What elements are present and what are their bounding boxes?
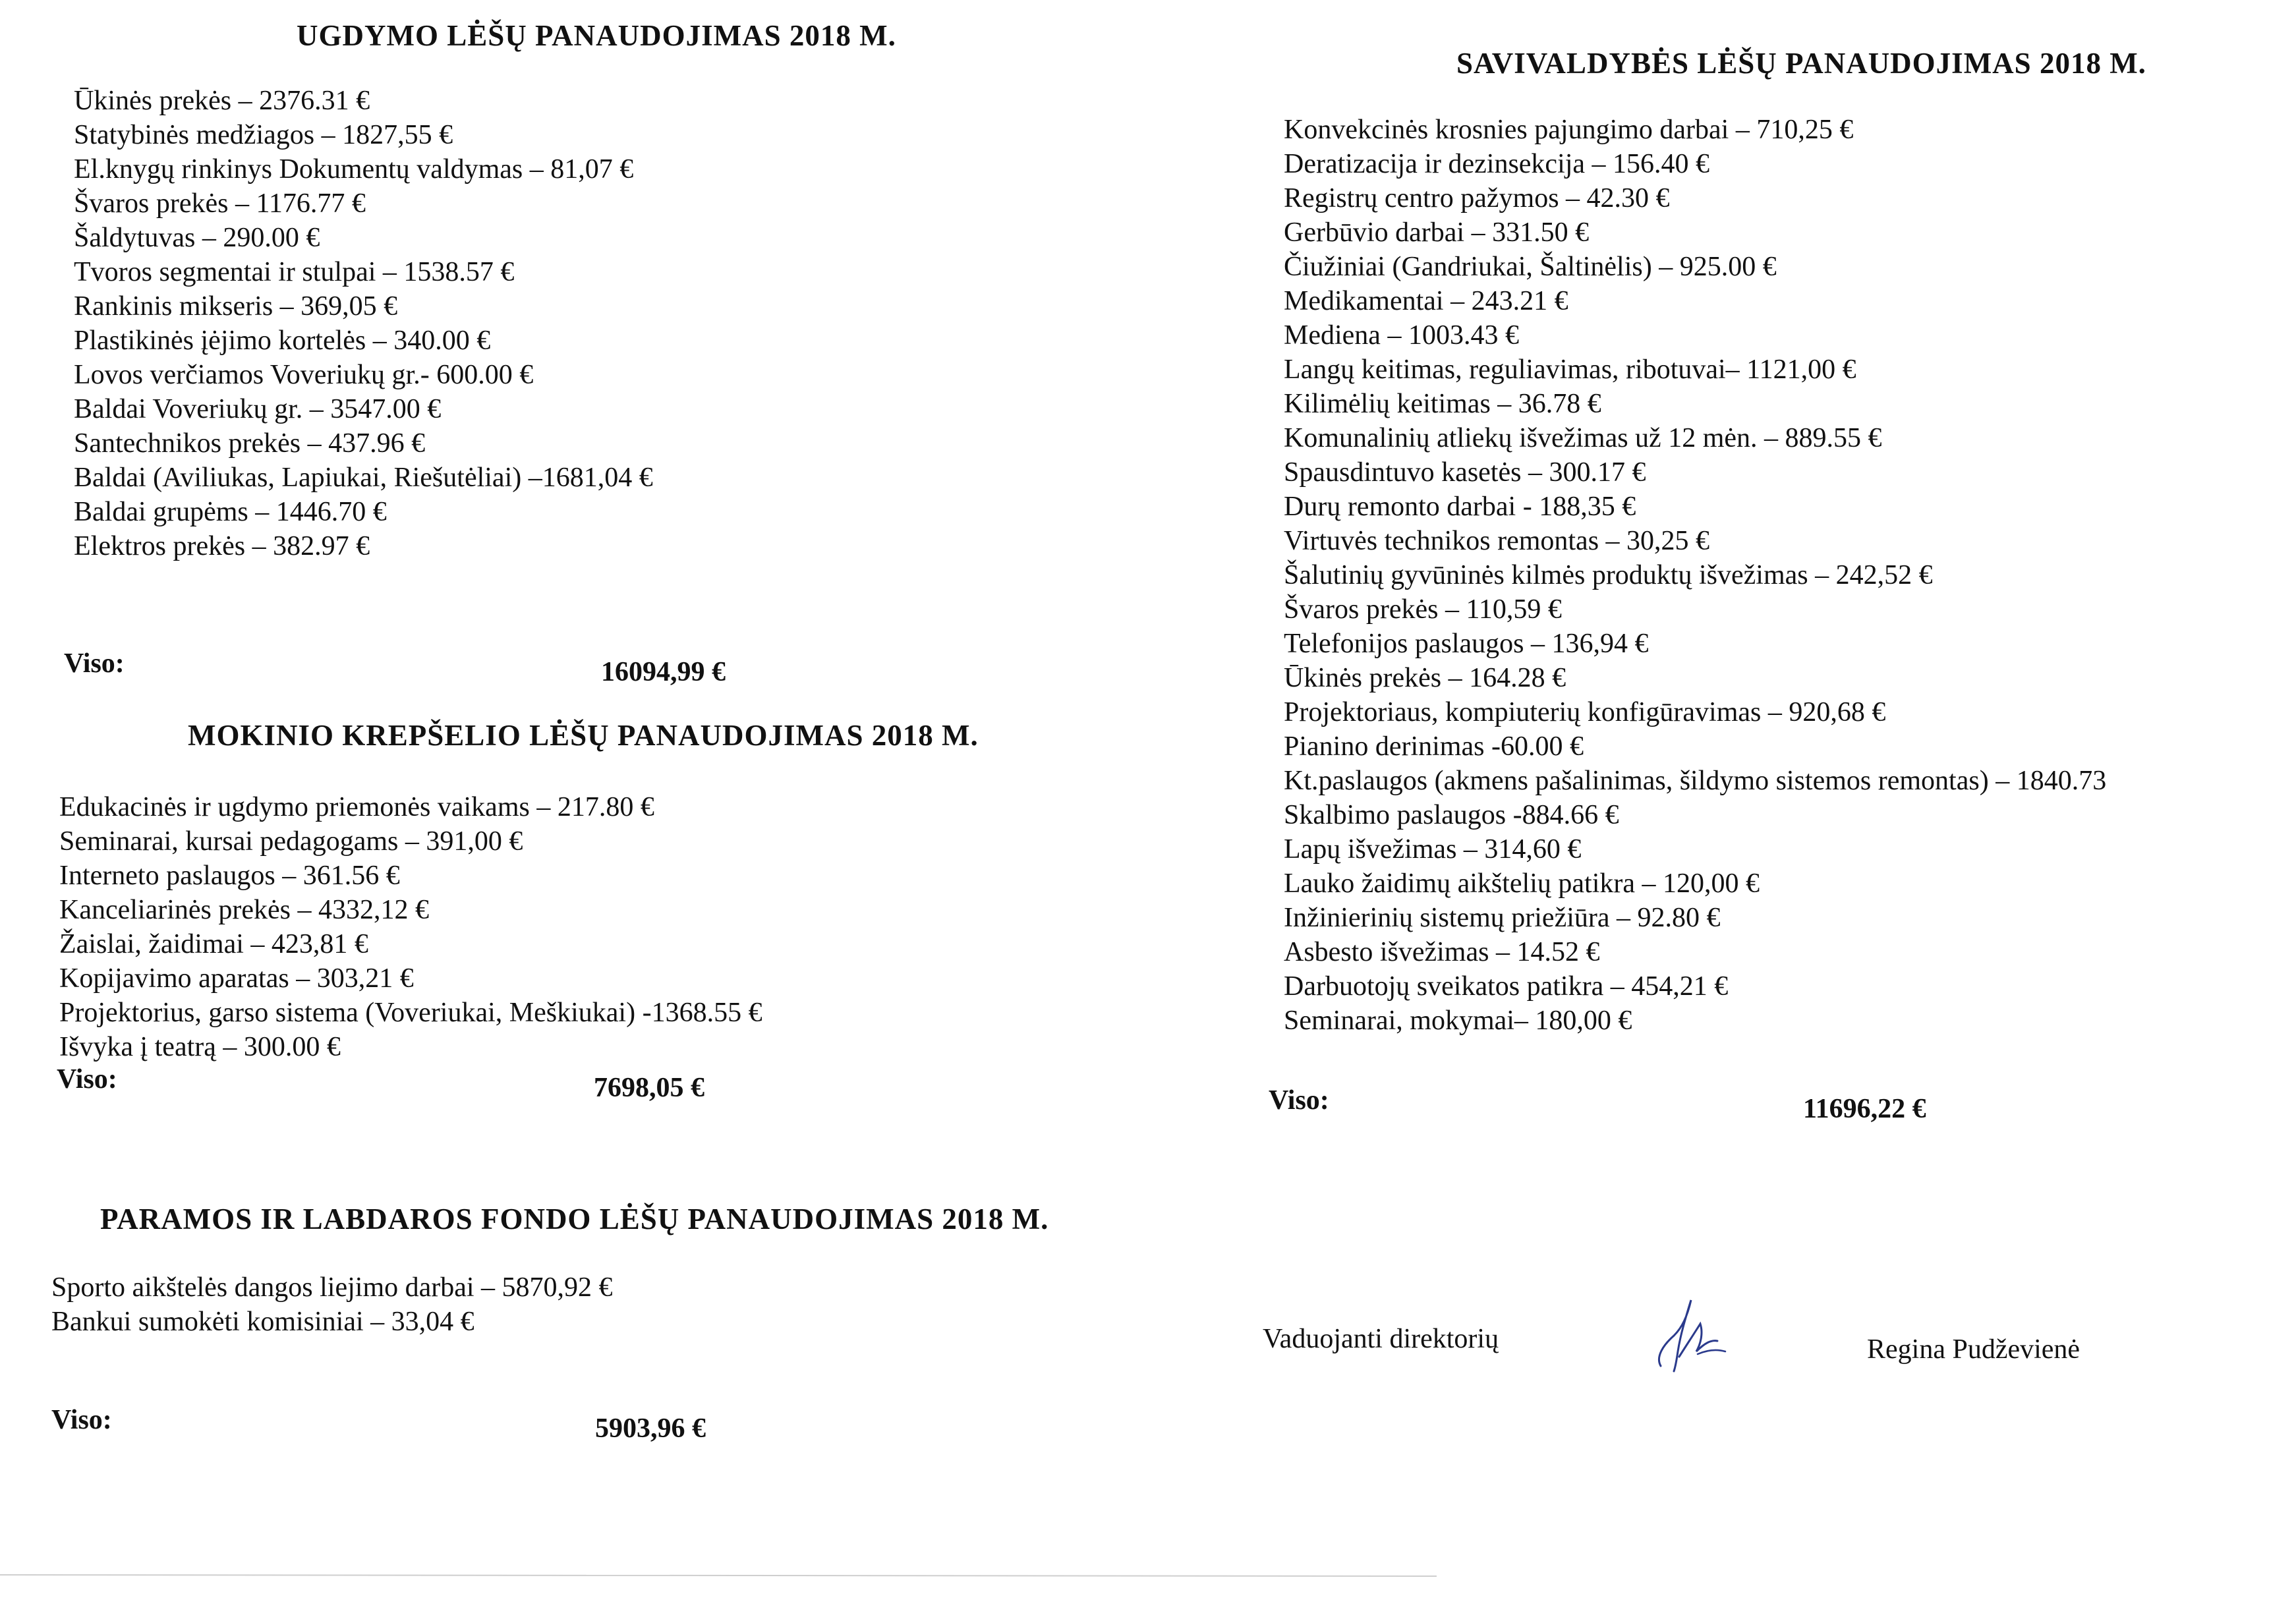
expense-item: Deratizacija ir dezinsekcija – 156.40 € bbox=[1284, 149, 1710, 179]
expense-item: Langų keitimas, reguliavimas, ribotuvai– 1121,00 € bbox=[1284, 355, 1856, 385]
expense-item: Išvyka į teatrą – 300.00 € bbox=[59, 1032, 341, 1062]
signer-name: Regina Pudževienė bbox=[1867, 1334, 2081, 1365]
expense-item: Skalbimo paslaugos -884.66 € bbox=[1284, 800, 1619, 830]
paramos-total-label: Viso: bbox=[51, 1405, 112, 1435]
expense-item: Komunalinių atliekų išvežimas už 12 mėn. – 889.55 € bbox=[1284, 423, 1882, 453]
expense-item: Inžinierinių sistemų priežiūra – 92.80 € bbox=[1284, 903, 1721, 933]
expense-item: Telefonijos paslaugos – 136,94 € bbox=[1284, 629, 1649, 659]
expense-item: Spausdintuvo kasetės – 300.17 € bbox=[1284, 457, 1646, 488]
expense-item: Plastikinės įėjimo kortelės – 340.00 € bbox=[74, 326, 491, 356]
mokinio-title: MOKINIO KREPŠELIO LĖŠŲ PANAUDOJIMAS 2018 M. bbox=[188, 719, 979, 752]
expense-item: Registrų centro pažymos – 42.30 € bbox=[1284, 183, 1670, 213]
expense-item: Interneto paslaugos – 361.56 € bbox=[59, 861, 400, 891]
expense-item: Pianino derinimas -60.00 € bbox=[1284, 731, 1584, 762]
expense-item: Kt.paslaugos (akmens pašalinimas, šildymo sistemos remontas) – 1840.73 bbox=[1284, 766, 2107, 796]
handwritten-signature bbox=[1648, 1288, 1733, 1377]
expense-item: Šalutinių gyvūninės kilmės produktų išvežimas – 242,52 € bbox=[1284, 560, 1933, 590]
expense-item: Santechnikos prekės – 437.96 € bbox=[74, 428, 426, 459]
expense-item: Edukacinės ir ugdymo priemonės vaikams – 217.80 € bbox=[59, 792, 654, 822]
expense-item: Konvekcinės krosnies pajungimo darbai – 710,25 € bbox=[1284, 115, 1854, 145]
expense-item: Kopijavimo aparatas – 303,21 € bbox=[59, 963, 414, 994]
savivaldybes-total-value: 11696,22 € bbox=[1803, 1094, 1926, 1124]
ugdymo-items-list bbox=[74, 84, 653, 563]
expense-item: El.knygų rinkinys Dokumentų valdymas – 81,07 € bbox=[74, 154, 634, 185]
expense-item: Ūkinės prekės – 164.28 € bbox=[1284, 663, 1566, 693]
expense-item: Seminarai, kursai pedagogams – 391,00 € bbox=[59, 826, 523, 857]
mokinio-total-label: Viso: bbox=[57, 1064, 117, 1094]
paramos-items-list bbox=[51, 1270, 613, 1339]
expense-item: Kilimėlių keitimas – 36.78 € bbox=[1284, 389, 1601, 419]
expense-item: Čiužiniai (Gandriukai, Šaltinėlis) – 925.00 € bbox=[1284, 252, 1777, 282]
expense-item: Projektoriaus, kompiuterių konfigūravimas – 920,68 € bbox=[1284, 697, 1886, 727]
expense-item: Medikamentai – 243.21 € bbox=[1284, 286, 1568, 316]
expense-item: Elektros prekės – 382.97 € bbox=[74, 531, 370, 561]
expense-item: Kanceliarinės prekės – 4332,12 € bbox=[59, 895, 429, 925]
ugdymo-total-label: Viso: bbox=[64, 648, 125, 679]
paramos-total-value: 5903,96 € bbox=[595, 1413, 706, 1444]
expense-item: Sporto aikštelės dangos liejimo darbai – 5870,92 € bbox=[51, 1272, 613, 1303]
paramos-title: PARAMOS IR LABDAROS FONDO LĖŠŲ PANAUDOJIMAS 2018 M. bbox=[100, 1203, 1049, 1236]
ugdymo-total-value: 16094,99 € bbox=[601, 657, 726, 687]
savivaldybes-title: SAVIVALDYBĖS LĖŠŲ PANAUDOJIMAS 2018 M. bbox=[1456, 47, 2146, 80]
expense-item: Gerbūvio darbai – 331.50 € bbox=[1284, 217, 1590, 248]
expense-item: Darbuotojų sveikatos patikra – 454,21 € bbox=[1284, 971, 1729, 1002]
expense-item: Baldai (Aviliukas, Lapiukai, Riešutėliai) –1681,04 € bbox=[74, 463, 653, 493]
mokinio-total-value: 7698,05 € bbox=[594, 1073, 704, 1103]
expense-item: Asbesto išvežimas – 14.52 € bbox=[1284, 937, 1600, 967]
expense-item: Lapų išvežimas – 314,60 € bbox=[1284, 834, 1582, 865]
expense-item: Virtuvės technikos remontas – 30,25 € bbox=[1284, 526, 1710, 556]
expense-item: Lovos verčiamos Voveriukų gr.- 600.00 € bbox=[74, 360, 534, 390]
savivaldybes-total-label: Viso: bbox=[1269, 1085, 1329, 1116]
expense-item: Žaislai, žaidimai – 423,81 € bbox=[59, 929, 368, 959]
expense-item: Švaros prekės – 1176.77 € bbox=[74, 188, 366, 219]
savivaldybes-items-list bbox=[1284, 113, 2106, 1038]
expense-item: Švaros prekės – 110,59 € bbox=[1284, 594, 1562, 625]
expense-item: Statybinės medžiagos – 1827,55 € bbox=[74, 120, 453, 150]
expense-item: Mediena – 1003.43 € bbox=[1284, 320, 1519, 351]
expense-item: Seminarai, mokymai– 180,00 € bbox=[1284, 1006, 1632, 1036]
expense-item: Baldai grupėms – 1446.70 € bbox=[74, 497, 387, 527]
expense-item: Šaldytuvas – 290.00 € bbox=[74, 223, 320, 253]
scan-edge-line bbox=[0, 1568, 1450, 1581]
expense-item: Durų remonto darbai - 188,35 € bbox=[1284, 492, 1636, 522]
expense-item: Bankui sumokėti komisiniai – 33,04 € bbox=[51, 1307, 474, 1337]
expense-item: Lauko žaidimų aikštelių patikra – 120,00 € bbox=[1284, 868, 1760, 899]
signer-role: Vaduojanti direktorių bbox=[1263, 1324, 1499, 1354]
expense-item: Baldai Voveriukų gr. – 3547.00 € bbox=[74, 394, 442, 424]
expense-item: Projektorius, garso sistema (Voveriukai, Meškiukai) -1368.55 € bbox=[59, 998, 762, 1028]
expense-item: Tvoros segmentai ir stulpai – 1538.57 € bbox=[74, 257, 515, 287]
mokinio-items-list bbox=[59, 790, 762, 1064]
expense-item: Rankinis mikseris – 369,05 € bbox=[74, 291, 398, 322]
ugdymo-title: UGDYMO LĖŠŲ PANAUDOJIMAS 2018 M. bbox=[297, 19, 896, 52]
expense-item: Ūkinės prekės – 2376.31 € bbox=[74, 86, 370, 116]
